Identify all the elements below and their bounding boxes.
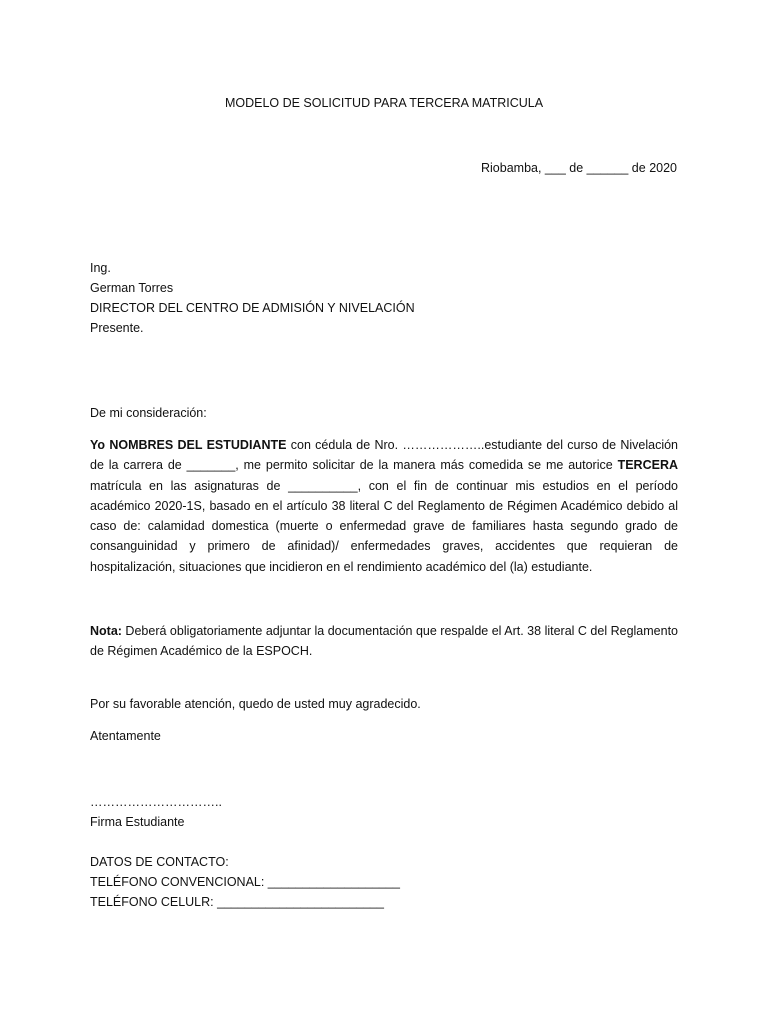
document-title: MODELO DE SOLICITUD PARA TERCERA MATRICULA bbox=[224, 96, 544, 110]
tercera-emphasis: TERCERA bbox=[617, 458, 678, 473]
body-paragraph bbox=[90, 435, 678, 577]
regards: Atentamente bbox=[90, 729, 161, 743]
body-text-part-2: matrícula en las asignaturas de __________, con el fin de continuar mis estudios en el período académico 2020-1S, basado en el artículo 38 literal C del Reglamento de Régimen Académico debido al caso de: calamidad domestica (muerte o enfermedad grave de familiares hasta segundo grado de consanguinidad y primero de afinidad)/ enfermedades graves, accidentes que requieran de hospitalización, situaciones que incidieron en el rendimiento académico del (la) estudiante. bbox=[90, 478, 678, 574]
signature-line: ………………………….. bbox=[90, 795, 222, 809]
note-paragraph bbox=[90, 621, 678, 662]
recipient-name: German Torres bbox=[90, 281, 174, 295]
greeting: De mi consideración: bbox=[90, 406, 207, 420]
body-text-part-1: con cédula de Nro. ………………..estudiante del curso de Nivelación de la carrera de _______, me permito solicitar de la manera más comedida se me autorice bbox=[90, 438, 678, 473]
contact-heading: DATOS DE CONTACTO: bbox=[90, 855, 229, 869]
signature-label: Firma Estudiante bbox=[90, 815, 185, 829]
note-text: Deberá obligatoriamente adjuntar la documentación que respalde el Art. 38 literal C del Reglamento de Régimen Académico de la ESPOCH. bbox=[90, 624, 678, 659]
recipient-block bbox=[90, 258, 415, 338]
recipient-position: DIRECTOR DEL CENTRO DE ADMISIÓN Y NIVELACIÓN bbox=[90, 301, 415, 315]
student-name-placeholder: Yo NOMBRES DEL ESTUDIANTE bbox=[90, 438, 287, 452]
recipient-presente: Presente. bbox=[90, 321, 144, 335]
mobile-field: TELÉFONO CELULR: ________________________ bbox=[90, 895, 384, 909]
contact-block bbox=[90, 852, 400, 912]
place-date: Riobamba, ___ de ______ de 2020 bbox=[481, 161, 677, 175]
landline-field: TELÉFONO CONVENCIONAL: ___________________ bbox=[90, 875, 400, 889]
note-label: Nota: bbox=[90, 624, 122, 638]
recipient-title: Ing. bbox=[90, 261, 111, 275]
closing-line: Por su favorable atención, quedo de usted muy agradecido. bbox=[90, 697, 421, 711]
